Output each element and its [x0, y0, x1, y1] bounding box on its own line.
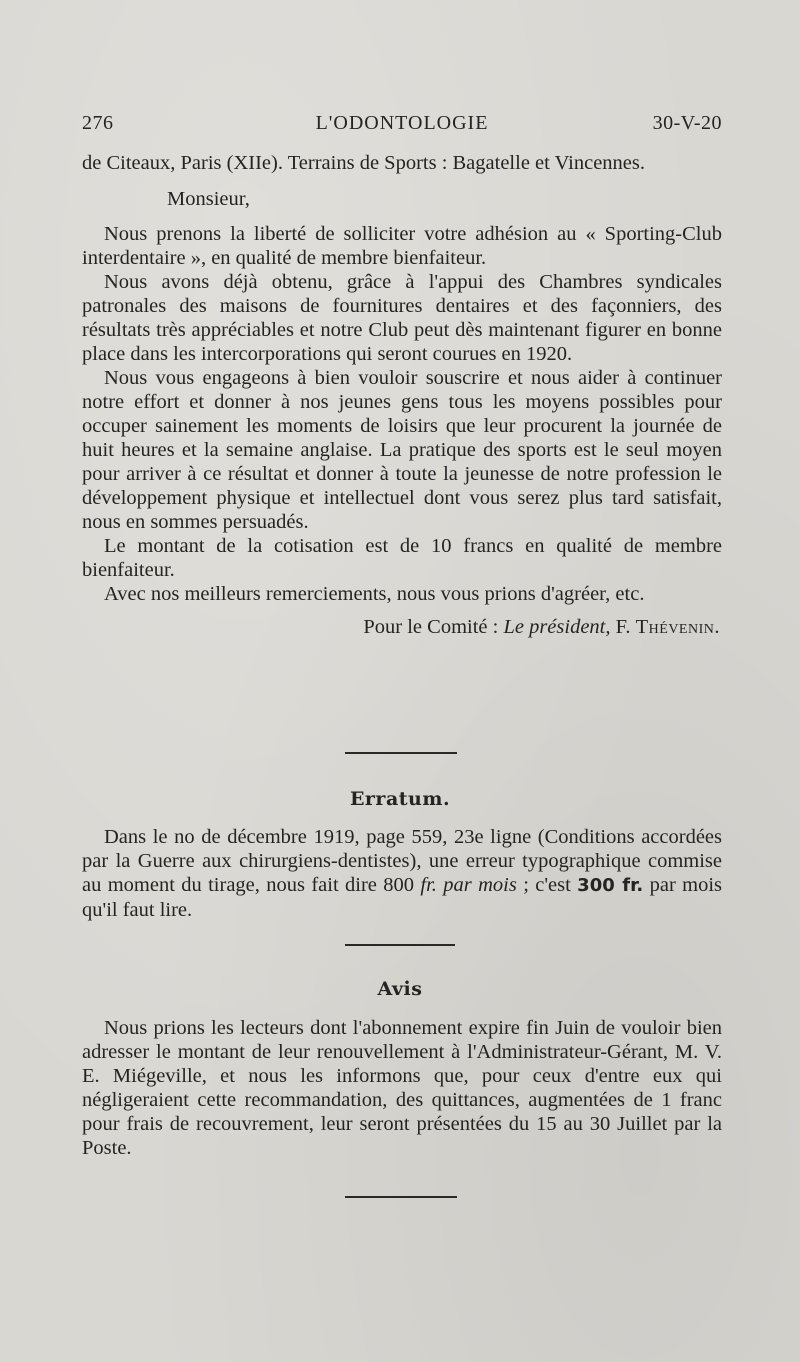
erratum-text-before: Dans le no de décembre 1919, page 559, 23e ligne (Conditions accordées par la Guerre aux chirurgiens-dentistes), une erreur typographique commise au moment du tirage, nous fait dire 800 — [82, 826, 722, 896]
letter-paragraph-5: Avec nos meilleurs remerciements, nous vous prions d'agréer, etc. — [104, 583, 645, 605]
address-line: de Citeaux, Paris (XIIe). Terrains de Sports : Bagatelle et Vincennes. — [82, 152, 646, 174]
signature-line — [82, 615, 722, 639]
salutation: Monsieur, — [167, 188, 250, 210]
erratum-text-after: par mois qu'il faut lire. — [82, 874, 722, 921]
signature-role: Le président, — [503, 616, 611, 638]
issue-date: 30-V-20 — [652, 112, 722, 134]
avis-paragraph: Nous prions les lecteurs dont l'abonnement expire fin Juin de vouloir bien adresser le montant de leur renouvellement à l'Administrateur-Gérant, M. V. E. Miégeville, et nous les informons que, pour ceux d'entre eux qui négligeraient cette recommandation, des quittances, augmentées de 1 franc pour frais de recouvrement, leur seront présentées du 15 au 30 Juillet par la Poste. — [82, 1017, 722, 1159]
section-divider — [345, 944, 455, 946]
erratum-paragraph — [82, 825, 722, 922]
signature-prefix: Pour le Comité : — [363, 616, 504, 638]
running-header — [82, 112, 722, 142]
erratum-text-italic: fr. par mois — [420, 874, 517, 896]
letter-body — [82, 151, 722, 639]
signature-initial: F. — [610, 616, 636, 638]
section-divider — [345, 752, 457, 754]
avis-title: Avis — [377, 978, 423, 1000]
letter-paragraph-3: Nous vous engageons à bien vouloir souscrire et nous aider à continuer notre effort et donner à nos jeunes gens tous les moyens possibles pour occuper sainement les moments de loisirs que leur procurent la journée de huit heures et la semaine anglaise. La pratique des sports est le seul moyen pour arriver à ce résultat et donner à toute la jeunesse de notre profession le développement physique et intellectuel dont vous serez plus tard satisfait, nous en sommes persuadés. — [82, 367, 722, 533]
erratum-text-bold: 300 fr. — [577, 875, 644, 896]
avis-body — [82, 1016, 722, 1160]
erratum-text-middle: ; c'est — [516, 874, 578, 896]
erratum-body — [82, 825, 722, 922]
letter-paragraph-2: Nous avons déjà obtenu, grâce à l'appui des Chambres syndicales patronales des maisons de fournitures dentaires et des façonniers, des résultats très appréciables et notre Club peut dès maintenant figurer en bonne place dans les intercorporations qui seront courues en 1920. — [82, 271, 722, 365]
letter-paragraph-4: Le montant de la cotisation est de 10 francs en qualité de membre bienfaiteur. — [82, 535, 722, 581]
letter-paragraph-1: Nous prenons la liberté de solliciter votre adhésion au « Sporting-Club interdentaire », en qualité de membre bienfaiteur. — [82, 223, 722, 269]
signature-name: Thévenin. — [635, 616, 720, 638]
erratum-title: Erratum. — [349, 788, 451, 810]
journal-title: L'ODONTOLOGIE — [315, 112, 489, 134]
section-divider — [345, 1196, 457, 1198]
page-number: 276 — [82, 112, 114, 134]
